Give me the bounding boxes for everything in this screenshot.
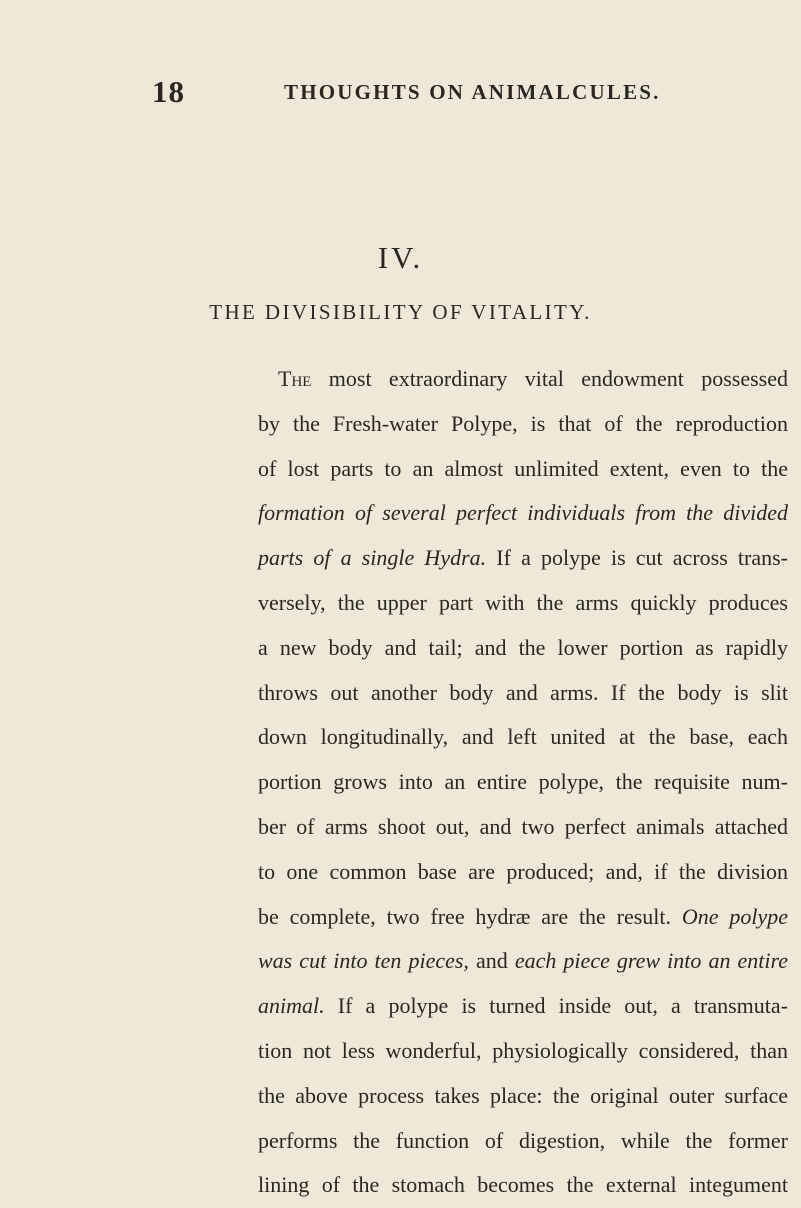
text-line: performs the function of digestion, while the former: [258, 1127, 788, 1153]
text-line: the above process takes place: the original outer surface: [258, 1082, 788, 1108]
text-line: formation of several perfect individuals from the divided: [258, 500, 788, 526]
text-line: a new body and tail; and the lower portion as rapidly: [258, 634, 788, 660]
line-text: most extraordinary vital endowment possessed: [311, 366, 788, 391]
running-head: [0, 74, 801, 108]
italic-text: was cut into ten pieces,: [258, 948, 469, 974]
text-line: portion grows into an entire polype, the requisite num-: [258, 769, 788, 795]
text-line: down longitudinally, and left united at the base, each: [258, 724, 788, 750]
text-line: [258, 984, 788, 1029]
text-line: [258, 536, 788, 581]
text-line: versely, the upper part with the arms quickly produces: [258, 589, 788, 615]
italic-text: One polype: [681, 903, 789, 929]
italic-text: each piece grew into an entire: [514, 948, 789, 974]
drop-initial-word: The: [278, 366, 312, 391]
text-line: to one common base are produced; and, if the division: [258, 858, 788, 884]
line-text: If a polype is turned inside out, a transmuta-: [324, 993, 788, 1019]
text-line: tion not less wonderful, physiologically considered, than: [258, 1037, 788, 1063]
italic-text: parts of a single Hydra.: [258, 545, 487, 571]
running-title: THOUGHTS ON ANIMALCULES.: [284, 80, 661, 104]
text-line: of lost parts to an almost unlimited extent, even to the: [258, 455, 788, 481]
text-line: throws out another body and arms. If the body is slit: [258, 679, 788, 705]
text-line: by the Fresh-water Polype, is that of the reproduction: [258, 410, 788, 436]
chapter-numeral: IV.: [377, 240, 424, 275]
line-text: and: [468, 948, 515, 974]
page-number: 18: [152, 74, 185, 109]
text-line: [258, 357, 788, 402]
line-text: If a polype is cut across trans-: [486, 545, 788, 571]
text-line: [258, 895, 788, 940]
text-line: ber of arms shoot out, and two perfect animals attached: [258, 813, 788, 839]
chapter-title: THE DIVISIBILITY OF VITALITY.: [209, 300, 592, 324]
text-line: lining of the stomach becomes the external integument: [258, 1172, 788, 1198]
body-paragraph: [258, 357, 788, 1208]
text-line: [258, 939, 788, 984]
italic-text: animal.: [258, 993, 325, 1019]
line-text: be complete, two free hydræ are the result.: [258, 903, 682, 929]
